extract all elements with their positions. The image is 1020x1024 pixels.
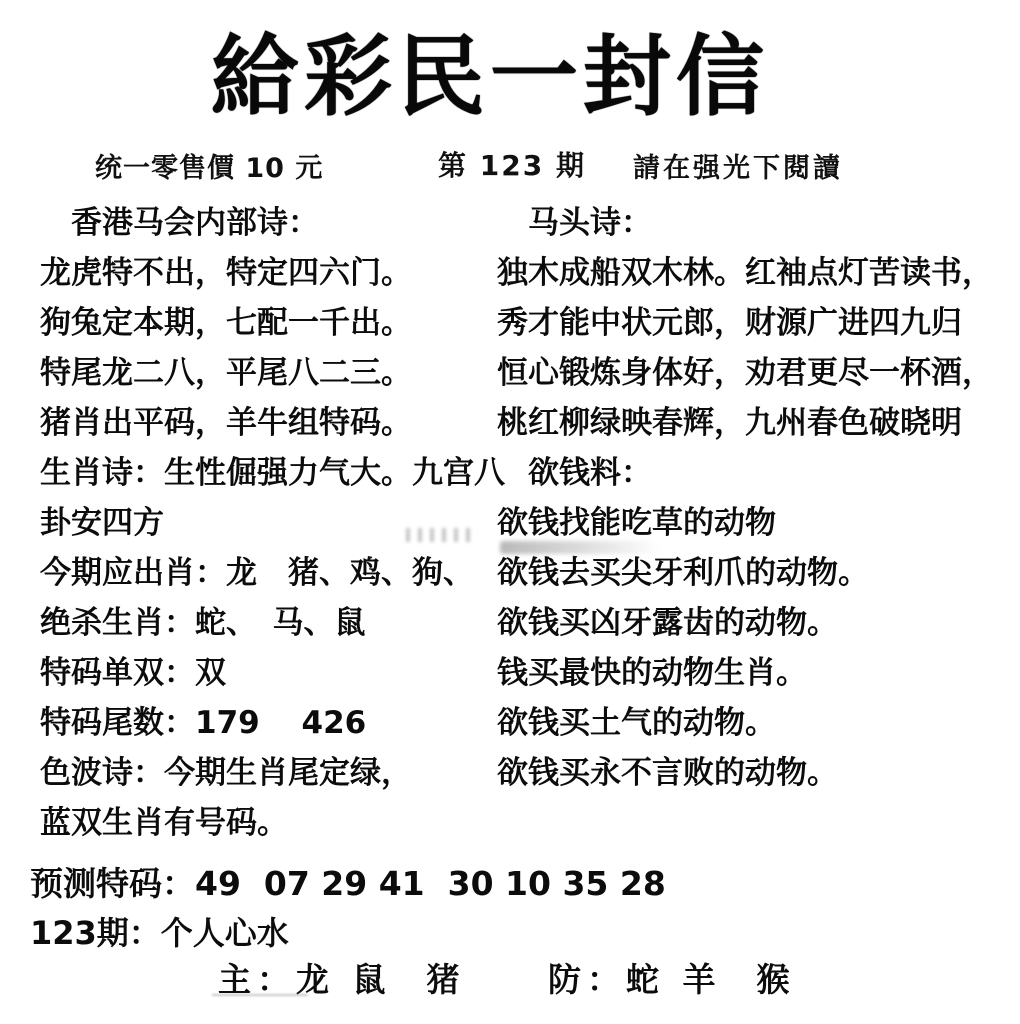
poem-line: 猪肖出平码，羊牛组特码。 [40,405,412,441]
poem-line: 秀才能中状元郎，财源广进四九归 [497,305,962,341]
poem-line: 恒心锻炼身体好，劝君更尽一杯酒， [497,355,993,391]
reading-instruction-label: 請在强光下閱讀 [633,153,843,184]
guard-zodiac-picks: 防：蛇 羊 猴 [548,960,796,999]
money-clue-line: 欲钱去买尖牙利爪的动物。 [497,555,869,591]
personal-picks-label: 123期：个人心水 [30,914,289,952]
poem-line: 龙虎特不出，特定四六门。 [40,255,412,291]
horse-head-poem-header: 马头诗： [528,205,652,241]
zodiac-poem-line: 生肖诗：生性倔强力气大。九宫八 [40,455,505,491]
tail-numbers-line: 特码尾数：179 426 [40,705,367,741]
poem-line: 狗兔定本期，七配一千出。 [40,305,412,341]
retail-price-label: 统一零售價 10 元 [95,153,324,184]
color-wave-poem-line: 色波诗：今期生肖尾定绿， [40,755,412,791]
zodiac-poem-continuation: 卦安四方 [40,505,164,541]
poem-line: 独木成船双木林。红袖点灯苦读书， [497,255,993,291]
left-column [40,198,505,848]
money-clue-line: 欲钱买凶牙露齿的动物。 [497,605,838,641]
expected-zodiac-line: 今期应出肖：龙 猪、鸡、狗、 [40,555,474,591]
poem-line: 桃红柳绿映春辉，九州春色破晓明 [497,405,962,441]
poem-line: 特尾龙二八，平尾八二三。 [40,355,412,391]
predicted-special-numbers: 预测特码：49 07 29 41 30 10 35 28 [30,864,666,903]
color-wave-continuation: 蓝双生肖有号码。 [40,805,288,841]
money-clue-line: 欲钱买土气的动物。 [497,705,776,741]
hk-jockey-poem-header: 香港马会内部诗： [71,205,319,241]
main-zodiac-picks: 主：龙 鼠 猪 [218,960,466,999]
page-title: 給彩民一封信 [210,25,769,128]
money-clue-line: 欲钱买永不言败的动物。 [497,755,838,791]
odd-even-line: 特码单双：双 [40,655,226,691]
right-column [497,198,1020,798]
money-clue-header: 欲钱料： [528,455,652,491]
money-clue-line: 钱买最快的动物生肖。 [497,655,807,691]
issue-number-label: 第 123 期 [438,149,586,182]
money-clue-line: 欲钱找能吃草的动物 [497,505,776,541]
killed-zodiac-line: 绝杀生肖：蛇、 马、鼠 [40,605,366,641]
